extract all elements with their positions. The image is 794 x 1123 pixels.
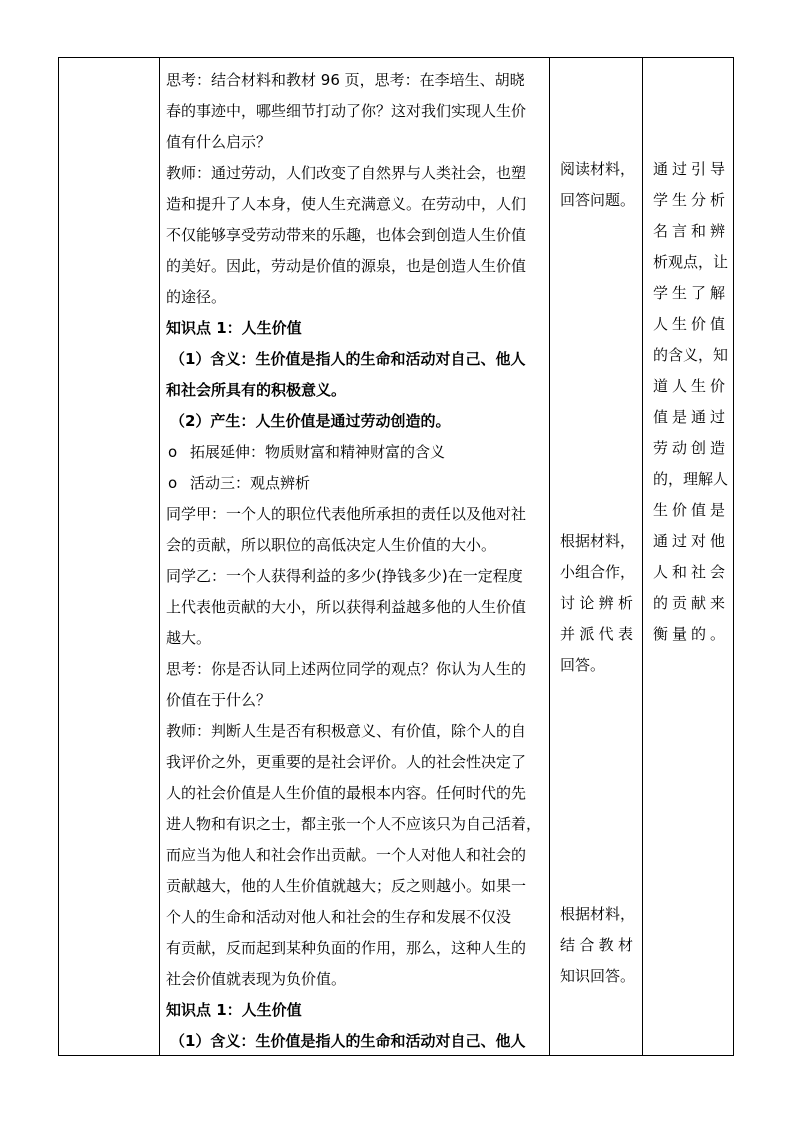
text-line: 有贡献，反而起到某种负面的作用，那么，这种人生的	[166, 939, 527, 957]
text-line: 而应当为他人和社会作出贡献。一个人对他人和社会的	[166, 846, 527, 864]
intent-text-line: 道人生价	[653, 377, 725, 395]
text-line: 思考：你是否认同上述两位同学的观点？你认为人生的	[166, 660, 527, 678]
intent-text-line: 名言和辨	[653, 222, 725, 240]
column-divider	[642, 58, 643, 1055]
teacher-activity-column	[160, 58, 549, 1055]
student-text-line: 根据材料，	[560, 532, 636, 550]
text-line	[166, 437, 544, 468]
intent-text-line: 通过引导	[653, 160, 725, 178]
bullet-text: 活动三：观点辨析	[190, 474, 311, 492]
text-line: 社会价值就表现为负价值。	[166, 970, 347, 988]
intent-text-line: 学生了解	[653, 284, 725, 302]
text-line: 同学甲：一个人的职位代表他所承担的责任以及他对社	[166, 505, 527, 523]
intent-text-line: 生价值是	[653, 501, 725, 519]
student-activity-column	[556, 58, 637, 1055]
text-line: 造和提升了人本身，使人生充满意义。在劳动中，人们	[166, 195, 527, 213]
student-text-line: 并派代表	[560, 625, 633, 643]
empty-first-column	[59, 58, 159, 1055]
text-line: 的美好。因此，劳动是价值的源泉，也是创造人生价值	[166, 257, 527, 275]
student-text-line: 讨论辨析	[560, 594, 633, 612]
text-line: 值有什么启示？	[166, 133, 272, 151]
text-line: 思考：结合材料和教材 96 页，思考：在李培生、胡晓	[166, 71, 525, 89]
text-line: 春的事迹中，哪些细节打动了你？这对我们实现人生价	[166, 102, 527, 120]
intent-text-line: 的贡献来	[653, 594, 725, 612]
bullet-icon: o	[168, 474, 178, 492]
text-line: 教师：判断人生是否有积极意义、有价值，除个人的自	[166, 722, 527, 740]
intent-text-line: 的含义，知	[653, 346, 729, 364]
text-line: 教师：通过劳动，人们改变了自然界与人类社会，也塑	[166, 164, 527, 182]
student-text-line: 阅读材料，	[560, 160, 636, 178]
text-line: 知识点 1：人生价值	[166, 319, 302, 337]
bullet-icon: o	[168, 443, 178, 461]
intent-text-line: 人生价值	[653, 315, 725, 333]
student-activity-group	[556, 899, 637, 992]
text-line: 同学乙：一个人获得利益的多少(挣钱多少)在一定程度	[166, 567, 523, 585]
text-line: 我评价之外，更重要的是社会评价。人的社会性决定了	[166, 753, 527, 771]
design-intent-column	[649, 58, 729, 1055]
text-line: 的途径。	[166, 288, 227, 306]
text-line: （1）含义：生价值是指人的生命和活动对自己、他人	[170, 1032, 526, 1050]
student-activity-group	[556, 154, 637, 216]
student-text-line: 回答问题。	[560, 191, 636, 209]
student-activity-group	[556, 526, 637, 681]
text-line: 不仅能够享受劳动带来的乐趣，也体会到创造人生价值	[166, 226, 527, 244]
bullet-text: 拓展延伸：物质财富和精神财富的含义	[190, 443, 446, 461]
intent-text-line: 衡量的。	[653, 625, 725, 643]
intent-text-line: 学生分析	[653, 191, 725, 209]
text-line: 价值在于什么？	[166, 691, 272, 709]
text-line	[166, 468, 544, 499]
intent-text-line: 值是通过	[653, 408, 725, 426]
student-text-line: 小组合作，	[560, 563, 636, 581]
intent-text-line: 人和社会	[653, 563, 725, 581]
student-text-line: 回答。	[560, 656, 606, 674]
text-line: （2）产生：人生价值是通过劳动创造的。	[170, 412, 451, 430]
text-line: 会的贡献，所以职位的高低决定人生价值的大小。	[166, 536, 497, 554]
text-line: 人的社会价值是人生价值的最根本内容。任何时代的先	[166, 784, 527, 802]
lesson-plan-table	[58, 57, 734, 1056]
text-line: 上代表他贡献的大小，所以获得利益越多他的人生价值	[166, 598, 527, 616]
text-line: 知识点 1：人生价值	[166, 1001, 302, 1019]
intent-text-line: 的，理解人	[653, 470, 729, 488]
student-text-line: 知识回答。	[560, 967, 636, 985]
intent-text-line: 劳动创造	[653, 439, 725, 457]
text-line: 个人的生命和活动对他人和社会的生存和发展不仅没	[166, 908, 512, 926]
text-line: （1）含义：生价值是指人的生命和活动对自己、他人	[170, 350, 526, 368]
student-text-line: 结合教材	[560, 936, 633, 954]
column-divider	[549, 58, 550, 1055]
text-line: 贡献越大，他的人生价值就越大；反之则越小。如果一	[166, 877, 527, 895]
student-text-line: 根据材料，	[560, 905, 636, 923]
text-line: 越大。	[166, 629, 212, 647]
intent-text-line: 析观点，让	[653, 253, 729, 271]
text-line: 进人物和有识之士，都主张一个人不应该只为自己活着，	[166, 815, 542, 833]
text-line: 和社会所具有的积极意义。	[166, 381, 347, 399]
intent-text-line: 通过对他	[653, 532, 725, 550]
